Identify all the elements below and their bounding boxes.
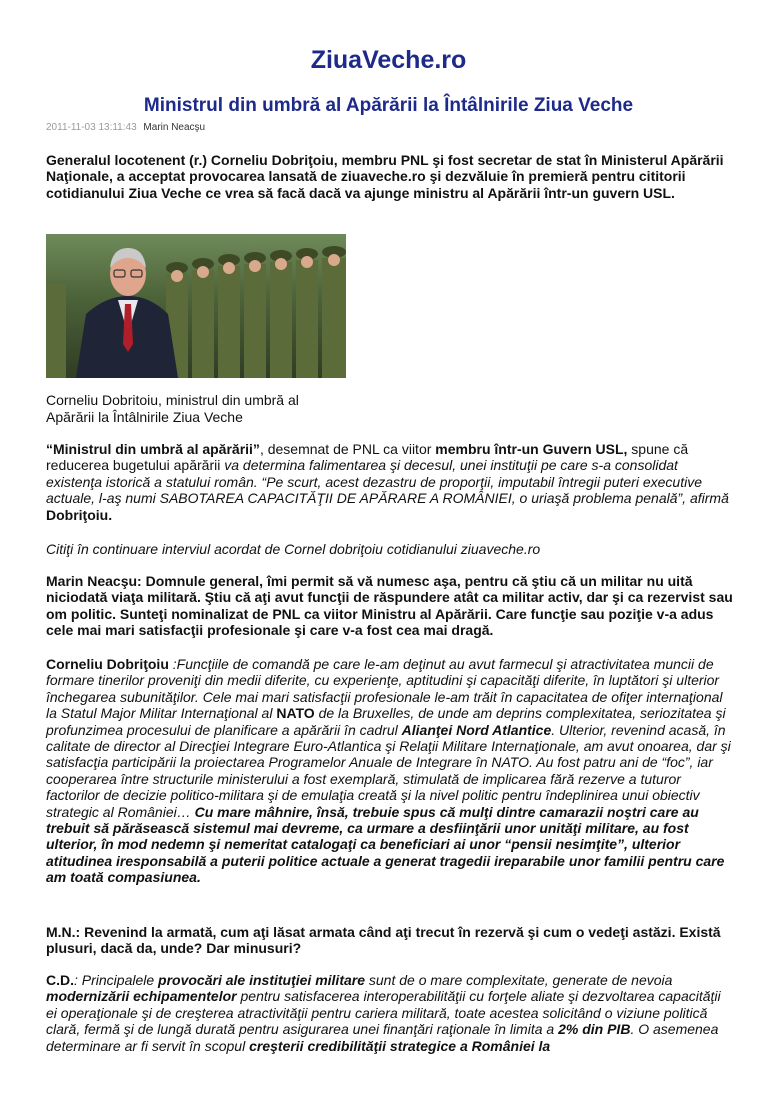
p4-text: de la Bruxelles, de unde am deprins complexitatea, seriozitatea şi profunzimea procesului de planificare a apărării în cadrul <box>46 705 726 738</box>
p6-bold-modernization: modernizării echipamentelor <box>46 988 237 1005</box>
p4-speaker: Corneliu Dobriţoiu <box>46 656 169 672</box>
p4-bold-alliance: Alianţei Nord Atlantice <box>401 721 552 738</box>
paragraph-answer-2 <box>46 972 734 1054</box>
paragraph-question-2: M.N.: Revenind la armată, cum aţi lăsat armata când aţi trecut în rezervă şi cum o vedeţi astăzi. Există plusuri, dacă da, unde? Dar minusuri? <box>46 924 721 957</box>
p6-bold-challenges: provocări ale instituţiei militare <box>158 972 365 988</box>
p4-text: . Ulterior, revenind acasă, în calitate de director al Direcţiei Integrare Euro-Atlantica şi Relaţii Militare Internaţionale, am avut onoarea, dar şi satisfacţia participării la proiectarea Programelor Anuale de Integrare în NATO. Au fost patru ani de “foc”, iar cooperarea între structurile ministerului a fost exemplară, stimulată de implicarea fără rezerve a tuturor factorilor de decizie politico-militara şi de emulaţia creată şi la nivel politic pentru îndeplinirea unui obiectiv strategic al României… <box>46 721 731 820</box>
article-lead: Generalul locotenent (r.) Corneliu Dobriţoiu, membru PNL şi fost secretar de stat în Ministerul Apărării Naţionale, a acceptat provocarea lansată de ziuaveche.ro şi dezvăluie în premieră pentru cititorii cotidianului Ziua Veche ce vrea să facă dacă va ajunge ministru al Apărării într-un guvern USL. <box>46 152 724 201</box>
paragraph-question-1: Marin Neacşu: Domnule general, îmi permit să vă numesc aşa, pentru că ştiu că un militar nu uită niciodată viaţa militară. Ştiu că aţi avut funcţii de răspundere atât ca militar activ, dar şi ca rezervist sau om politic. Sunteţi nominalizat de PNL ca viitor Ministru al Apărării. Care funcţie sau poziţie v-a adus cele mai mari satisfacţii profesionale şi care v-a fost cea mai dragă. <box>46 573 733 639</box>
p6-text: pentru satisfacerea interoperabilităţii cu forţele aliate şi dezvoltarea capacităţii ei operaţionale şi de creşterea atractivităţii pentru cariera militară, toate acestea solicitând o viziune politică clară, fermă şi de lungă durată pentru asigurarea unei finanţări raţionale în limita a <box>46 988 721 1038</box>
p4-text: :Funcţiile de comandă pe care le-am deţinut au avut farmecul şi atractivitatea muncii de formare tinerilor proveniţi din medii diferite, cu experienţe, aptitudini şi capacităţi diferite, în luptători şi ulterior închegarea subunităţilor. Cele mai mari satisfacţii profesionale le-am trăit în capacitatea de ofiţer internaţional la Statul Major Militar Internaţional al <box>46 656 723 722</box>
paragraph-answer-1 <box>46 656 734 886</box>
paragraph-intro <box>46 441 734 523</box>
p6-speaker: C.D. <box>46 972 74 988</box>
p1-bold-name: Dobriţoiu. <box>46 506 113 523</box>
p6-bold-gdp: 2% din PIB <box>558 1021 631 1038</box>
p6-text: . O asemenea determinare ar fi servit în scopul <box>46 1021 719 1054</box>
p6-bold-credibility: creşterii credibilităţii strategice a României la <box>249 1037 551 1054</box>
photo-caption: Corneliu Dobritoiu, ministrul din umbră al Apărării la Întâlnirile Ziua Veche <box>46 392 299 425</box>
article-meta <box>46 122 205 133</box>
p1-italic-quote: va determina falimentarea şi decesul, unei instituţii pe care s-a consolidat existenţa istorică a statului român. “Pe scurt, acest dezastru de proporţii, imputabil întregii puteri executive actuale, l-aş numi SABOTAREA CAPACITĂŢII DE APĂRARE A ROMÂNIEI, o uriaşă problema penală”, afirmă <box>46 457 729 507</box>
p1-bold-quote: “Ministrul din umbră al apărării” <box>46 441 260 457</box>
p1-text: , desemnat de PNL ca viitor <box>259 441 436 457</box>
p1-text: spune că reducerea bugetului apărării <box>46 441 689 474</box>
article-date: 2011-11-03 13:11:43 <box>46 122 137 133</box>
soldiers-photo-image <box>46 234 346 378</box>
p1-bold-usl: membru într-un Guvern USL, <box>435 441 628 457</box>
p6-text: : Principalele <box>74 972 159 988</box>
p4-bold-nato: NATO <box>276 705 315 722</box>
p4-bold-closing: Cu mare mâhnire, însă, trebuie spus că mulţi dintre camarazii noştri care au trebuit să părăsească sistemul mai devreme, ca urmare a desfiinţării unor unităţi militare, au fost ulterior, în mod nedemn şi nemeritat catalogaţi ca beneficiari ai unor “pensii nesimţite”, ulterior atitudinea iresponsabilă a puterii politice actuale a generat tragedii ireparabile unor familii pentru care am toată compasiunea. <box>46 803 725 886</box>
p6-text: sunt de o mare complexitate, generate de nevoia <box>365 972 673 988</box>
paragraph-continue-note: Citiţi în continuare interviul acordat de Cornel dobriţoiu cotidianului ziuaveche.ro <box>46 541 541 557</box>
article-author[interactable]: Marin Neacşu <box>143 122 206 133</box>
article-title: Ministrul din umbră al Apărării la Întâlnirile Ziua Veche <box>143 95 634 116</box>
article-photo <box>46 234 346 378</box>
site-title[interactable]: ZiuaVeche.ro <box>310 46 467 74</box>
